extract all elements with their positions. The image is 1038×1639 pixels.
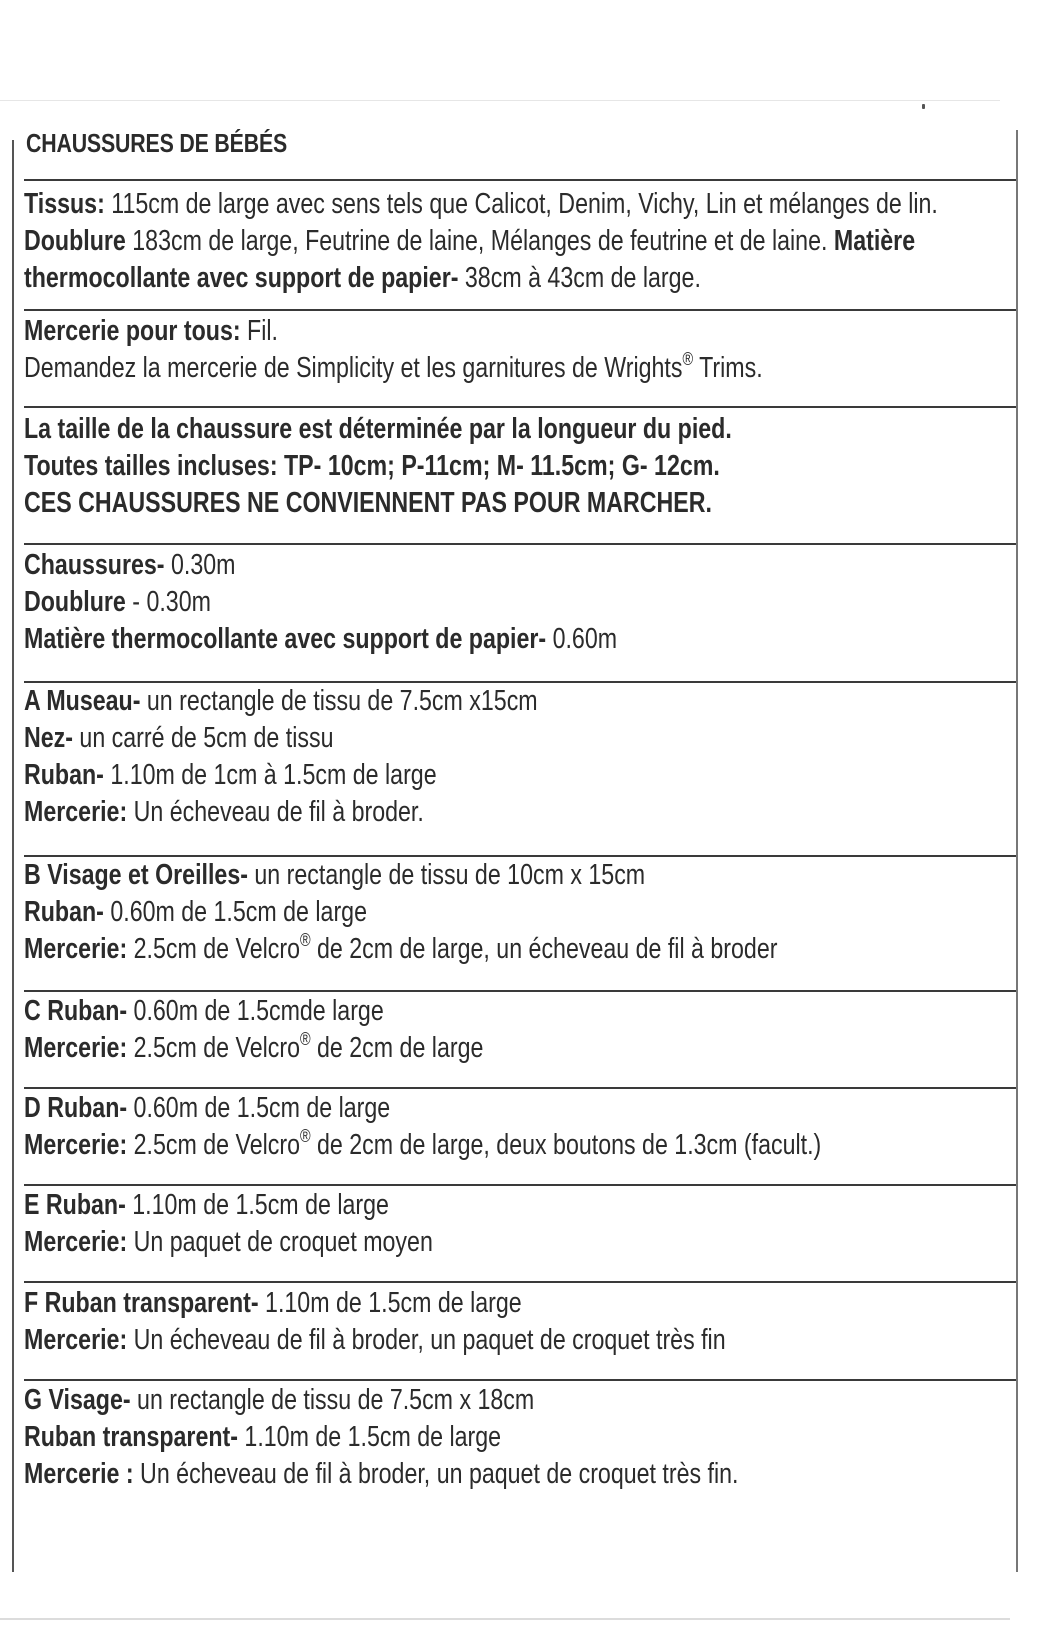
nose-text: un carré de 5cm de tissu xyxy=(72,722,334,754)
divider xyxy=(24,543,1016,545)
registered-mark: ® xyxy=(299,1126,311,1146)
view-a-line-3 xyxy=(24,757,819,794)
page-title: CHAUSSURES DE BÉBÉS xyxy=(26,128,288,158)
view-b-text: un rectangle de tissu de 10cm x 15cm xyxy=(247,859,646,891)
view-c-line-1 xyxy=(24,993,819,1030)
ribbon-label: Ruban- xyxy=(24,896,104,928)
ribbon-label: Ruban- xyxy=(24,759,104,791)
notions-text: Un écheveau de fil à broder, un paquet de croquet très fin. xyxy=(133,1458,739,1490)
view-a-section xyxy=(24,683,1018,831)
view-f-line-2 xyxy=(24,1322,819,1359)
view-d-section xyxy=(24,1090,1018,1164)
view-g-label: G Visage- xyxy=(24,1384,131,1416)
shoes-label: Chaussures- xyxy=(24,549,165,581)
view-g-line-2 xyxy=(24,1419,819,1456)
view-b-label: B Visage et Oreilles- xyxy=(24,859,248,891)
lining-label: Doublure xyxy=(24,586,126,618)
view-g-section xyxy=(24,1382,1018,1493)
lining-yardage-line xyxy=(24,584,819,621)
interfacing-label: thermocollante avec support de papier- xyxy=(24,262,459,294)
notions-label: Mercerie: xyxy=(24,933,128,965)
divider xyxy=(24,309,1016,311)
divider xyxy=(24,406,1016,408)
divider xyxy=(24,1087,1016,1089)
view-a-line-4 xyxy=(24,794,819,831)
view-c-text: 0.60m de 1.5cmde large xyxy=(127,995,384,1027)
notions-all-section xyxy=(24,313,1018,387)
view-b-line-2 xyxy=(24,894,819,931)
registered-mark: ® xyxy=(682,349,694,369)
view-e-line-2 xyxy=(24,1224,819,1261)
page-top-edge xyxy=(0,100,1000,101)
notions-text-end: de 2cm de large xyxy=(310,1032,484,1064)
frame-left-border xyxy=(12,140,14,1572)
notions-all-label: Mercerie pour tous: xyxy=(24,315,241,347)
fabrics-section xyxy=(24,186,1018,297)
notions-label: Mercerie: xyxy=(24,1129,128,1161)
notions-note-text: Demandez la mercerie de Simplicity et les garnitures de Wrights xyxy=(24,352,683,384)
view-b-section xyxy=(24,857,1018,968)
notions-label: Mercerie: xyxy=(24,796,128,828)
interfacing-value: 0.60m xyxy=(546,623,618,655)
divider xyxy=(24,179,1016,181)
interfacing-yardage-line xyxy=(24,621,819,658)
registered-mark: ® xyxy=(299,930,311,950)
view-f-text: 1.10m de 1.5cm de large xyxy=(258,1287,522,1319)
notions-label: Mercerie: xyxy=(24,1226,128,1258)
divider xyxy=(24,1379,1016,1381)
shoes-value: 0.30m xyxy=(164,549,236,581)
view-c-label: C Ruban- xyxy=(24,995,128,1027)
lining-label: Doublure xyxy=(24,225,126,257)
fabrics-line xyxy=(24,186,938,223)
view-g-line-3 xyxy=(24,1456,819,1493)
ribbon-text: 0.60m de 1.5cm de large xyxy=(103,896,367,928)
page-bottom-edge xyxy=(0,1618,1010,1620)
sizing-section xyxy=(24,411,1018,522)
divider xyxy=(24,1281,1016,1283)
lining-line xyxy=(24,223,916,260)
notions-text: Un écheveau de fil à broder, un paquet de croquet très fin xyxy=(127,1324,726,1356)
interfacing-text: 38cm à 43cm de large. xyxy=(458,262,701,294)
view-b-line-1 xyxy=(24,857,819,894)
lining-text: 183cm de large, Feutrine de laine, Mélanges de feutrine et de laine. xyxy=(125,225,834,257)
interfacing-label: Matière thermocollante avec support de papier- xyxy=(24,623,547,655)
sizing-warning: CES CHAUSSURES NE CONVIENNENT PAS POUR MARCHER. xyxy=(24,487,712,519)
view-a-label: A Museau- xyxy=(24,685,141,717)
view-f-line-1 xyxy=(24,1285,819,1322)
notions-label: Mercerie: xyxy=(24,1324,128,1356)
view-d-text: 0.60m de 1.5cm de large xyxy=(127,1092,391,1124)
divider xyxy=(24,990,1016,992)
view-c-section xyxy=(24,993,1018,1067)
view-f-section xyxy=(24,1285,1018,1359)
view-g-line-1 xyxy=(24,1382,819,1419)
notions-label: Mercerie : xyxy=(24,1458,134,1490)
notions-text: Un écheveau de fil à broder. xyxy=(127,796,424,828)
notions-all-text: Fil. xyxy=(240,315,278,347)
view-e-text: 1.10m de 1.5cm de large xyxy=(125,1189,389,1221)
interfacing-line xyxy=(24,260,819,297)
sizing-line-2: Toutes tailles incluses: TP- 10cm; P-11cm; M- 11.5cm; G- 12cm. xyxy=(24,450,720,482)
view-d-label: D Ruban- xyxy=(24,1092,128,1124)
nose-label: Nez- xyxy=(24,722,73,754)
view-e-line-1 xyxy=(24,1187,819,1224)
view-e-section xyxy=(24,1187,1018,1261)
view-f-label: F Ruban transparent- xyxy=(24,1287,259,1319)
view-g-text: un rectangle de tissu de 7.5cm x 18cm xyxy=(130,1384,535,1416)
view-c-line-2 xyxy=(24,1030,819,1067)
notions-label: Mercerie: xyxy=(24,1032,128,1064)
view-d-line-1 xyxy=(24,1090,819,1127)
view-a-line-2 xyxy=(24,720,819,757)
notions-text: 2.5cm de Velcro xyxy=(127,1129,300,1161)
view-a-text: un rectangle de tissu de 7.5cm x15cm xyxy=(140,685,538,717)
lining-value: - 0.30m xyxy=(125,586,211,618)
divider xyxy=(24,1184,1016,1186)
notions-text: 2.5cm de Velcro xyxy=(127,1032,300,1064)
notions-all-line xyxy=(24,313,819,350)
general-section xyxy=(24,547,1018,658)
fabrics-label: Tissus: xyxy=(24,188,105,220)
ribbon-text: 1.10m de 1.5cm de large xyxy=(237,1421,502,1453)
notions-text: Un paquet de croquet moyen xyxy=(127,1226,433,1258)
fabrics-text: 115cm de large avec sens tels que Calicot, Denim, Vichy, Lin et mélanges de lin. xyxy=(104,188,938,220)
sizing-line-1: La taille de la chaussure est déterminée par la longueur du pied. xyxy=(24,413,732,445)
registered-mark: ® xyxy=(299,1029,311,1049)
view-a-line-1 xyxy=(24,683,819,720)
scan-speck xyxy=(922,104,925,109)
ribbon-label: Ruban transparent- xyxy=(24,1421,238,1453)
notions-text-end: de 2cm de large, un écheveau de fil à broder xyxy=(310,933,778,965)
notions-note-line xyxy=(24,350,819,387)
notions-text: 2.5cm de Velcro xyxy=(127,933,300,965)
shoes-yardage-line xyxy=(24,547,819,584)
ribbon-text: 1.10m de 1cm à 1.5cm de large xyxy=(103,759,437,791)
interfacing-label-start: Matière xyxy=(833,225,916,257)
view-e-label: E Ruban- xyxy=(24,1189,126,1221)
view-d-line-2 xyxy=(24,1126,822,1164)
notions-text-end: de 2cm de large, deux boutons de 1.3cm (facult.) xyxy=(310,1129,822,1161)
notions-note-end: Trims. xyxy=(693,352,763,384)
view-b-line-3 xyxy=(24,931,819,968)
